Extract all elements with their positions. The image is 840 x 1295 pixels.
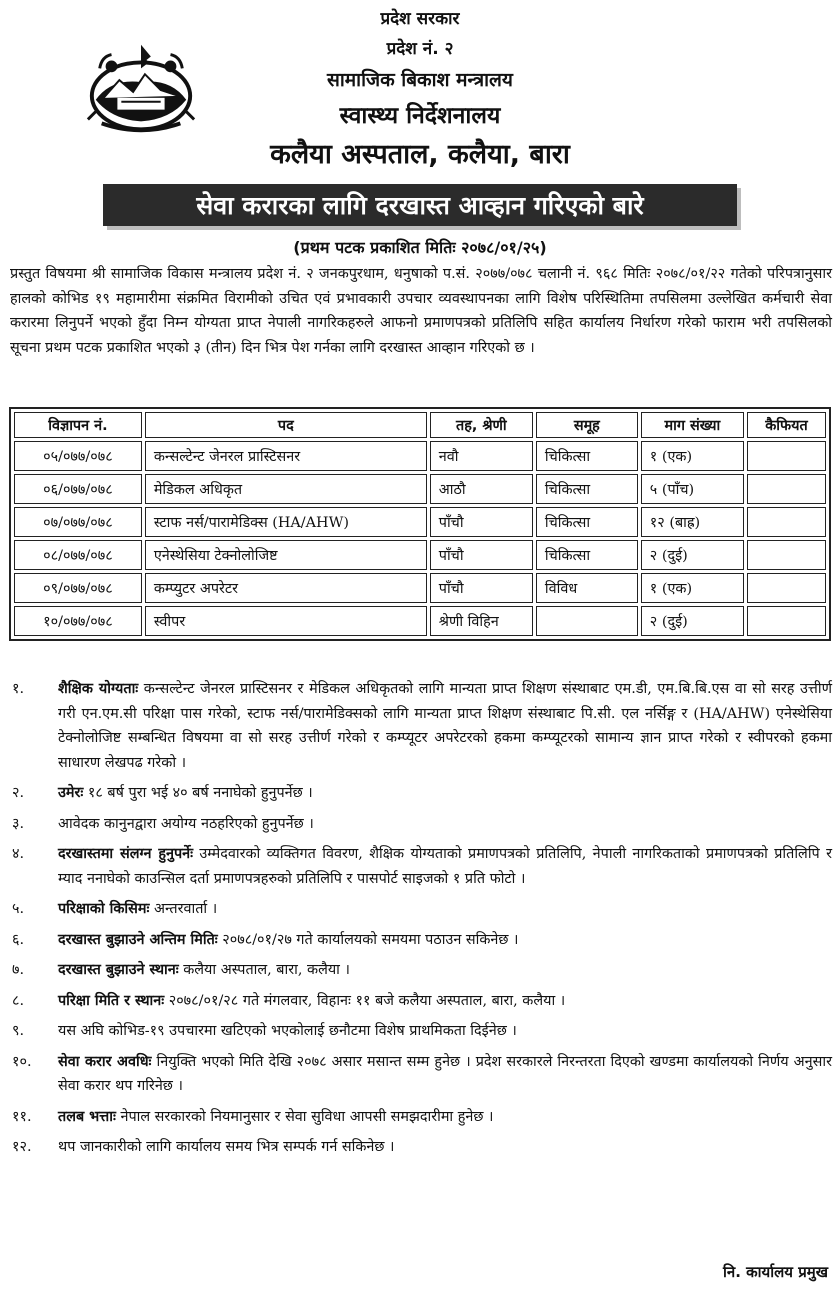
ministry-name: सामाजिक बिकाश मन्त्रालय — [327, 69, 513, 91]
table-row — [14, 540, 826, 570]
cell-post: मेडिकल अधिकृत — [145, 474, 427, 504]
item-label: शैक्षिक योग्यताः — [58, 681, 139, 697]
item-number: १. — [12, 681, 25, 697]
cell-remark — [747, 507, 826, 537]
cell-post: स्टाफ नर्स/पारामेडिक्स (HA/AHW) — [145, 507, 427, 537]
cell-demand: १२ (बाह्र) — [641, 507, 744, 537]
item-text: २०७८/०१/२८ गते मंगलवार, विहानः ११ बजे कलैया अस्पताल, बारा, कलैया । — [164, 992, 566, 1009]
cell-remark — [747, 573, 826, 603]
table-row — [14, 441, 826, 471]
item-label: दरखास्त बुझाउने अन्तिम मितिः — [58, 931, 218, 948]
cell-ad-no: १०/०७७/०७८ — [14, 606, 142, 636]
item-text: १८ बर्ष पुरा भई ४० बर्ष ननाघेको हुनुपर्नेछ । — [83, 785, 313, 801]
item-label: परिक्षा मिति र स्थानः — [58, 992, 165, 1009]
item-label: दरखास्तमा संलग्न हुनुपर्नेः — [58, 846, 194, 862]
col-header-post: पद — [145, 412, 427, 438]
item-text: यस अघि कोभिड-१९ उपचारमा खटिएको भएकोलाई छनौटमा विशेष प्राथमिकता दिईनेछ । — [58, 1023, 517, 1039]
cell-group: चिकित्सा — [536, 540, 638, 570]
item-text: २०७८/०१/२७ गते कार्यालयको समयमा पठाउन सकिनेछ । — [217, 931, 519, 948]
item-number: ९. — [12, 1023, 25, 1039]
table-row — [14, 507, 826, 537]
header-line-1: प्रदेश सरकार — [380, 9, 460, 29]
list-item — [10, 677, 832, 775]
col-header-demand: माग संख्या — [641, 412, 744, 438]
table-header-row — [14, 412, 826, 438]
col-header-level: तह, श्रेणी — [430, 412, 533, 438]
list-item — [10, 1135, 832, 1160]
item-label: सेवा करार अवधिः — [58, 1053, 152, 1070]
cell-group: चिकित्सा — [536, 441, 638, 471]
cell-remark — [747, 606, 826, 636]
list-item — [10, 928, 832, 953]
cell-group: चिकित्सा — [536, 474, 638, 504]
item-text: आवेदक कानुनद्वारा अयोग्य नठहरिएको हुनुपर्नेछ । — [58, 815, 314, 832]
cell-level: पाँचौ — [430, 540, 533, 570]
item-label: तलब भत्ताः — [58, 1108, 116, 1125]
cell-demand: २ (दुई) — [641, 606, 744, 636]
item-number: १२. — [12, 1139, 32, 1155]
cell-post: स्वीपर — [145, 606, 427, 636]
cell-post: कन्सल्टेन्ट जेनरल प्रास्टिसनर — [145, 441, 427, 471]
table-row — [14, 474, 826, 504]
cell-group: चिकित्सा — [536, 507, 638, 537]
col-header-remark: कैफियत — [747, 412, 826, 438]
item-number: ७. — [12, 962, 25, 978]
cell-remark — [747, 474, 826, 504]
item-text: नेपाल सरकारको नियमानुसार र सेवा सुविधा आपसी समझदारीमा हुनेछ । — [115, 1108, 494, 1125]
cell-ad-no: ०८/०७७/०७८ — [14, 540, 142, 570]
cell-level: पाँचौ — [430, 507, 533, 537]
item-text: थप जानकारीको लागि कार्यालय समय भित्र सम्पर्क गर्न सकिनेछ । — [58, 1139, 395, 1155]
directorate-name: स्वास्थ्य निर्देशनालय — [339, 103, 501, 129]
list-item — [10, 781, 832, 806]
item-text: उम्मेदवारको व्यक्तिगत विवरण, शैक्षिक योग्यताको प्रमाणपत्रको प्रतिलिपि, नेपाली नागरिकताको प्रमाणपत्रको प्रतिलिपि र म्याद ननाघेको काउन्सिल दर्ता प्रमाणपत्रहरुको प्रतिलिपि र पासपोर्ट साइजको १ प्रति फोटो । — [58, 846, 832, 887]
col-header-group: समूह — [536, 412, 638, 438]
cell-level: पाँचौ — [430, 573, 533, 603]
intro-paragraph: प्रस्तुत विषयमा श्री सामाजिक विकास मन्त्रालय प्रदेश नं. २ जनकपुरधाम, धनुषाको प.सं. २०७७/०७८ चलानी नं. ९६८ मितिः २०७८/०१/२२ गतेको परिपत्रानुसार हालको कोभिड १९ महामारीमा संक्रमित विरामीको उचित एवं प्रभावकारी उपचार व्यवस्थापनका लागि विशेष परिस्थितिमा तपसिलमा उल्लेखित कर्मचारी सेवा करारमा लिनुपर्ने भएको हुँदा निम्न योग्यता प्राप्त नेपाली नागरिकहरुले आफनो प्रमाणपत्रको प्रतिलिपि सहित कार्यालय निर्धारण गरेको फाराम भरी तपसिलको सूचना प्रथम पटक प्रकाशित भएको ३ (तीन) दिन भित्र पेश गर्नका लागि दरखास्त आव्हान गरिएको छ । — [10, 266, 833, 356]
item-number: २. — [12, 785, 25, 801]
cell-post: एनेस्थेसिया टेक्नोलोजिष्ट — [145, 540, 427, 570]
item-number: ३. — [12, 815, 25, 832]
cell-group — [536, 606, 638, 636]
letterhead — [0, 0, 840, 170]
cell-remark — [747, 540, 826, 570]
cell-level: आठौ — [430, 474, 533, 504]
item-number: ६. — [12, 931, 25, 948]
cell-demand: ५ (पाँच) — [641, 474, 744, 504]
vacancy-table — [9, 407, 831, 641]
list-item — [10, 842, 832, 891]
item-label: परिक्षाको किसिमः — [58, 901, 150, 917]
header-line-2: प्रदेश नं. २ — [386, 39, 454, 59]
cell-level: नवौ — [430, 441, 533, 471]
signatory-title: नि. कार्यालय प्रमुख — [723, 1263, 828, 1281]
list-item — [10, 897, 832, 922]
list-item — [10, 989, 832, 1014]
table-row — [14, 606, 826, 636]
list-item — [10, 1050, 832, 1099]
cell-demand: १ (एक) — [641, 573, 744, 603]
cell-level: श्रेणी विहिन — [430, 606, 533, 636]
cell-group: विविध — [536, 573, 638, 603]
item-number: ८. — [12, 992, 25, 1009]
list-item — [10, 958, 832, 983]
item-text: नियुक्ति भएको मिति देखि २०७८ असार मसान्त सम्म हुनेछ । प्रदेश सरकारले निरन्तरता दिएको खण्डमा कार्यालयको निर्णय अनुसार सेवा करार थप गरिनेछ । — [58, 1053, 832, 1094]
item-text: अन्तरवार्ता । — [149, 901, 218, 917]
cell-demand: २ (दुई) — [641, 540, 744, 570]
item-number: ५. — [12, 901, 25, 917]
item-number: ११. — [12, 1108, 32, 1125]
hospital-name: कलैया अस्पताल, कलैया, बारा — [270, 139, 570, 170]
table-row — [14, 573, 826, 603]
cell-ad-no: ०६/०७७/०७८ — [14, 474, 142, 504]
item-text: कलैया अस्पताल, बारा, कलैया । — [178, 962, 350, 978]
cell-remark — [747, 441, 826, 471]
cell-ad-no: ०७/०७७/०७८ — [14, 507, 142, 537]
cell-ad-no: ०५/०७७/०७८ — [14, 441, 142, 471]
item-number: ४. — [12, 846, 25, 862]
item-text: कन्सल्टेन्ट जेनरल प्रास्टिसनर र मेडिकल अधिकृतको लागि मान्यता प्राप्त शिक्षण संस्थाबाट एम.डी, एम.बि.बि.एस वा सो सरह उत्तीर्ण गरी एन.एम.सी परिक्षा पास गरेको, स्टाफ नर्स/पारामेडिक्सको लागि मान्यता प्राप्त शिक्षण संस्थाबाट पि.सी. एल नर्सिङ्ग र (HA/AHW) एनेस्थेसिया टेक्नोलोजिष्ट सम्बन्धित विषयमा वा सो सरह उत्तीर्ण गरेको र कम्प्यूटर अपरेटरको हकमा कम्प्यूटरको सामान्य ज्ञान प्राप्त गरेको र स्वीपरको हकमा साधारण लेखपढ गरेको । — [58, 681, 832, 771]
item-label: उमेरः — [58, 785, 84, 801]
cell-post: कम्प्युटर अपरेटर — [145, 573, 427, 603]
cell-demand: १ (एक) — [641, 441, 744, 471]
item-number: १०. — [12, 1053, 32, 1070]
publish-date: (प्रथम पटक प्रकाशित मितिः २०७८/०१/२५) — [293, 238, 547, 257]
conditions-list — [10, 677, 832, 1160]
cell-ad-no: ०९/०७७/०७८ — [14, 573, 142, 603]
list-item — [10, 1105, 832, 1130]
list-item — [10, 812, 832, 837]
list-item — [10, 1019, 832, 1044]
notice-title-banner: सेवा करारका लागि दरखास्त आव्हान गरिएको बारे — [103, 184, 737, 226]
col-header-ad-no: विज्ञापन नं. — [14, 412, 142, 438]
item-label: दरखास्त बुझाउने स्थानः — [58, 962, 179, 978]
